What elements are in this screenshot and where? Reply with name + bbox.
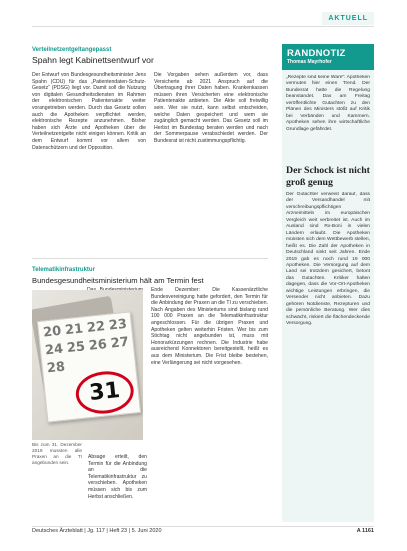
- calendar-photo: [32, 290, 143, 440]
- article-spahn: [32, 46, 268, 248]
- article-column: Absage erteilt, den Termin für die Anbindung an die Telematikinfrastruktur zu verschieben. Apotheken müssen sich bis zum Herbst anschließen.: [88, 454, 147, 500]
- photo-caption: Bis zum 31. Dezember 2019 mussten alle Praxen an die TI angebunden sein.: [32, 442, 82, 465]
- sidebar-body: Der Gutachter verweist darauf, dass der Versandhandel mit verschreibungspflichtigen Arzneimitteln im europäischen Vergleich weit verbreitet ist. Auch im Ausland sind Rx-Boni in vielen Ländern erlaubt. Die Apotheken müssten sich dem Wettbewerb stellen, heißt es. Die Zahl der Apotheken in Deutschland sinkt seit Jahren. Ende 2019 gab es noch rund 19 000 Apotheken. Die Versorgung auf dem Land sei trotzdem gesichert, betont das Gutachten. Kritiker halten dagegen, dass die Vor-Ort-Apotheken wichtige Leistungen erbringen, die Versender nicht anbieten. Dazu gehören Notdienste, Rezepturen und die persönliche Beratung. Wer dies schwächt, riskiert die flächendeckende Versorgung.: [286, 192, 370, 327]
- calendar-day-number: 26: [88, 337, 108, 354]
- page-number: A 1161: [356, 528, 374, 534]
- calendar-day-number: 21: [64, 321, 84, 339]
- article-kicker: Verteilnetzentgeltangepasst: [32, 47, 112, 53]
- calendar-day-number: 25: [66, 339, 86, 357]
- section-label: AKTUELL: [322, 12, 374, 25]
- calendar-day-number: 23: [108, 316, 128, 334]
- randnotiz-sidebar: [282, 44, 374, 522]
- article-column: Ende Dezember: Die Kassenärztliche Bundesvereinigung hatte gefordert, den Termin für die Anbindung der Praxen an die TI zu verschieben. Nach Angaben des Ministeriums sind bislang rund 100 000 Praxen an die Telematikinfrastruktur angeschlossen. Für die übrigen Praxen und Apotheken gelten weiterhin Fristen. Wer bis zum Stichtag nicht angebunden ist, muss mit Honorarkürzungen rechnen. Die Industrie habe ausreichend Konnektoren bereitgestellt, heißt es aus dem Ministerium. Die Frist bleibe bestehen, eine Verlängerung sei nicht vorgesehen.: [151, 287, 268, 366]
- calendar-day-number: 24: [44, 341, 64, 359]
- page-footer: [32, 526, 374, 536]
- calendar-sheet: [37, 311, 141, 422]
- journal-info: Deutsches Ärzteblatt | Jg. 117 | Heft 23 | 5. Juni 2020: [32, 528, 162, 534]
- sidebar-headline: Der Schock ist nicht groß genug: [286, 165, 370, 188]
- article-column: Der Entwurf von Bundesgesundheitsminister Jens Spahn (CDU) für das „Patientendaten-Schutz-Gesetz“ (PDSG) liegt vor. Damit soll die Nutzung von digitalen Gesundheitsdiensten im Rahmen der elektronischen Patientenakte weiter vorangetrieben werden. Durch das Gesetz sollen auch die Apotheken verpflichtet werden, elektronische Rezepte anzunehmen. Bisher haben sich Ärzte und Apotheken über die Verteilnetzentgelte nicht einigen können. Kritik an dem Entwurf kommt vor allem von Datenschützern und der Opposition.: [32, 72, 146, 151]
- calendar-day-number: 22: [86, 319, 106, 336]
- highlighted-date: 31: [74, 369, 136, 417]
- calendar-day-number: 27: [109, 334, 130, 352]
- randnotiz-label: RANDNOTIZ: [287, 48, 346, 59]
- article-column: Die Vorgaben sehen außerdem vor, dass Versicherte ab 2021 Anspruch auf die Übertragung ihrer Daten haben. Krankenkassen müssen ihren Versicherten eine elektronische Patientenakte anbieten. Die Akte soll freiwillig sein. Wer sie nutzt, kann selbst entscheiden, welche Daten gespeichert und wem sie zugänglich gemacht werden. Das Gesetz soll im Herbst im Bundestag beraten werden und nach der Sommerpause verabschiedet werden. Der Bundesrat ist nicht zustimmungspflichtig.: [154, 72, 268, 144]
- article-kicker: Telematikinfrastruktur: [32, 267, 95, 273]
- sidebar-intro: „Rezepte sind keine Ware“: Apotheken vermuten hier einen Trend. Der Bundesrat hatte die Regelung beanstandet. Das am Freitag veröffentlichte Gutachten zu den Plänen des Ministers stößt auf Kritik bei Verbänden und Kammern. Apotheken sehen ihre wirtschaftliche Grundlage gefährdet.: [286, 75, 370, 132]
- divider: [32, 258, 268, 259]
- calendar-day-number: 20: [42, 323, 62, 341]
- calendar-day-number: 28: [46, 359, 66, 377]
- randnotiz-header: [282, 44, 374, 70]
- article-headline: Spahn legt Kabinettsentwurf vor: [32, 55, 154, 65]
- randnotiz-author: Thomas Mayrhofer: [287, 59, 332, 65]
- top-bar: [32, 12, 374, 27]
- article-headline: Bundesgesundheitsministerium hält am Termin fest: [32, 276, 204, 285]
